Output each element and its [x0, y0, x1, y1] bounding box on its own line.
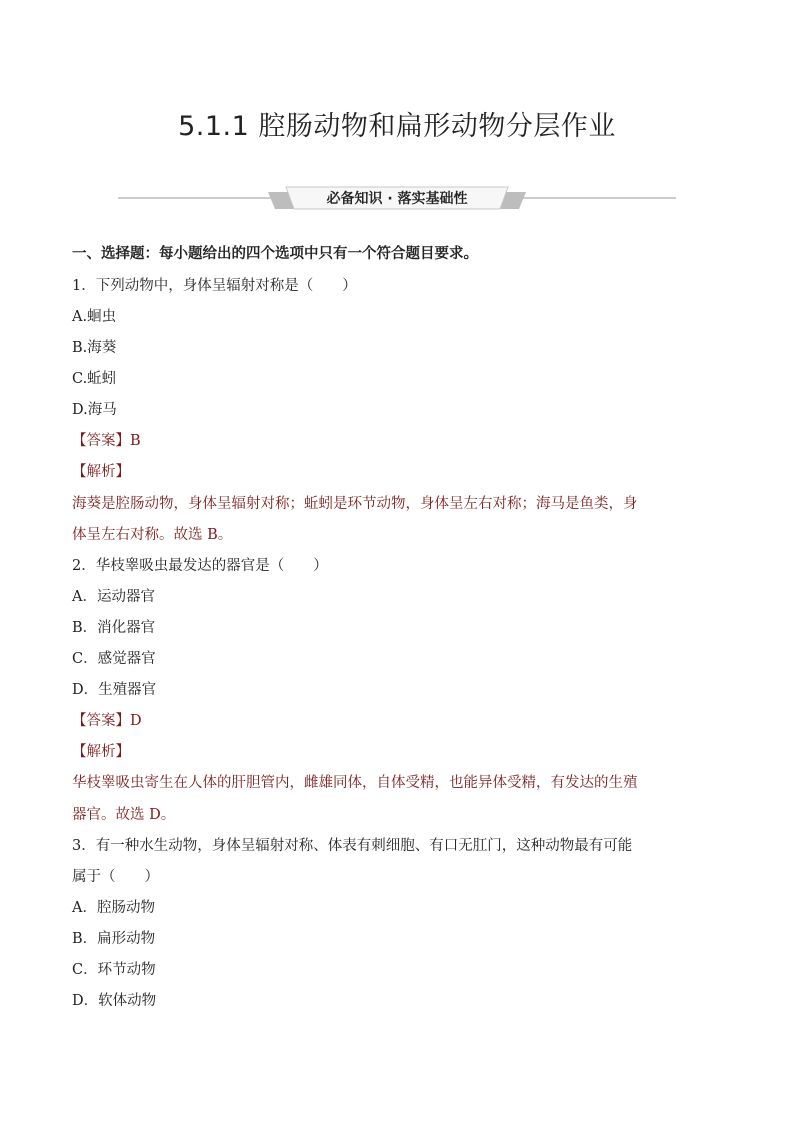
- q1-analysis-line-1: 海葵是腔肠动物，身体呈辐射对称；蚯蚓是环节动物，身体呈左右对称；海马是鱼类，身: [72, 496, 638, 512]
- q1-answer-label: 【答案】: [72, 433, 130, 449]
- q2-option-b: B．消化器官: [72, 620, 156, 636]
- section-banner-text: 必备知识 · 落实基础性: [326, 191, 468, 207]
- q2-answer-label: 【答案】: [72, 713, 130, 729]
- q1-stem: 1．下列动物中，身体呈辐射对称是（ ）: [72, 278, 357, 294]
- q1-option-b: B.海葵: [72, 340, 117, 356]
- q1-option-a: A.蛔虫: [72, 309, 117, 325]
- q2-option-c: C．感觉器官: [72, 651, 156, 667]
- q2-analysis-line-2: 器官。故选 D。: [72, 807, 176, 823]
- q1-option-c: C.蚯蚓: [72, 371, 117, 387]
- q3-stem-line-2: 属于（ ）: [72, 869, 159, 885]
- q2-answer-value: D: [130, 713, 142, 729]
- q3-option-c: C．环节动物: [72, 962, 156, 978]
- q2-option-d: D．生殖器官: [72, 682, 157, 698]
- q1-answer-value: B: [130, 433, 141, 449]
- q2-stem: 2．华枝睾吸虫最发达的器官是（ ）: [72, 558, 328, 574]
- q3-option-d: D．软体动物: [72, 993, 157, 1009]
- q1-option-d: D.海马: [72, 402, 117, 418]
- q3-option-a: A．腔肠动物: [72, 900, 155, 916]
- q3-option-b: B．扁形动物: [72, 931, 156, 947]
- q2-analysis-label: 【解析】: [72, 744, 130, 760]
- instruction-text: 一、选择题：每小题给出的四个选项中只有一个符合题目要求。: [72, 246, 478, 262]
- q1-analysis-label: 【解析】: [72, 464, 130, 480]
- q2-answer: [72, 711, 142, 731]
- q2-analysis-line-1: 华枝睾吸虫寄生在人体的肝胆管内，雌雄同体，自体受精，也能异体受精，有发达的生殖: [72, 775, 638, 791]
- q3-stem-line-1: 3．有一种水生动物，身体呈辐射对称、体表有刺细胞、有口无肛门，这种动物最有可能: [72, 838, 633, 854]
- q1-answer: [72, 431, 141, 451]
- section-banner: [118, 183, 676, 213]
- page-title: 5.1.1 腔肠动物和扁形动物分层作业: [178, 111, 616, 142]
- q1-analysis-line-2: 体呈左右对称。故选 B。: [72, 527, 233, 543]
- q2-option-a: A．运动器官: [72, 589, 155, 605]
